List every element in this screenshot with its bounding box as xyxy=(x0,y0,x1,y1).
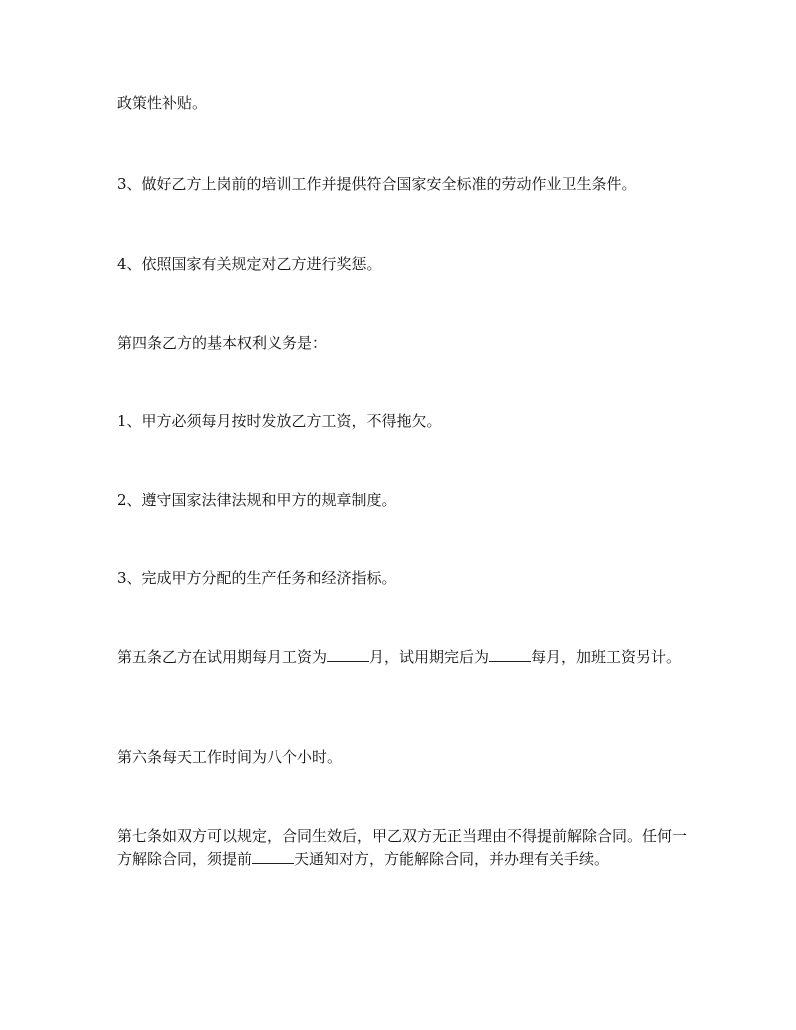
post-probation-wage-blank xyxy=(489,647,531,662)
notice-days-blank xyxy=(252,849,294,864)
paragraph-training: 3、做好乙方上岗前的培训工作并提供符合国家安全标准的劳动作业卫生条件。 xyxy=(117,175,637,193)
article-4-heading: 第四条乙方的基本权利义务是： xyxy=(117,334,328,352)
paragraph-tasks: 3、完成甲方分配的生产任务和经济指标。 xyxy=(117,569,397,587)
article-5-part1: 第五条乙方在试用期每月工资为 xyxy=(117,648,328,666)
paragraph-wages: 1、甲方必须每月按时发放乙方工资，不得拖欠。 xyxy=(117,412,442,430)
article-5-part2: 月，试用期完后为 xyxy=(369,648,490,666)
article-7-termination xyxy=(117,825,689,871)
paragraph-subsidy: 政策性补贴。 xyxy=(117,94,208,112)
article-5-part3: 每月，加班工资另计。 xyxy=(531,648,682,666)
article-5-wages xyxy=(117,646,689,669)
paragraph-rewards: 4、依照国家有关规定对乙方进行奖惩。 xyxy=(117,255,382,273)
probation-wage-blank xyxy=(327,647,369,662)
article-7-part2: 天通知对方，方能解除合同，并办理有关手续。 xyxy=(294,850,610,868)
article-6-hours: 第六条每天工作时间为八个小时。 xyxy=(117,748,343,766)
article-7-part1: 第七条如双方可以规定，合同生效后，甲乙双方无正当理由不得提前解除合同。任何一方解除合同，须提前 xyxy=(117,827,688,868)
paragraph-laws: 2、遵守国家法律法规和甲方的规章制度。 xyxy=(117,491,397,509)
